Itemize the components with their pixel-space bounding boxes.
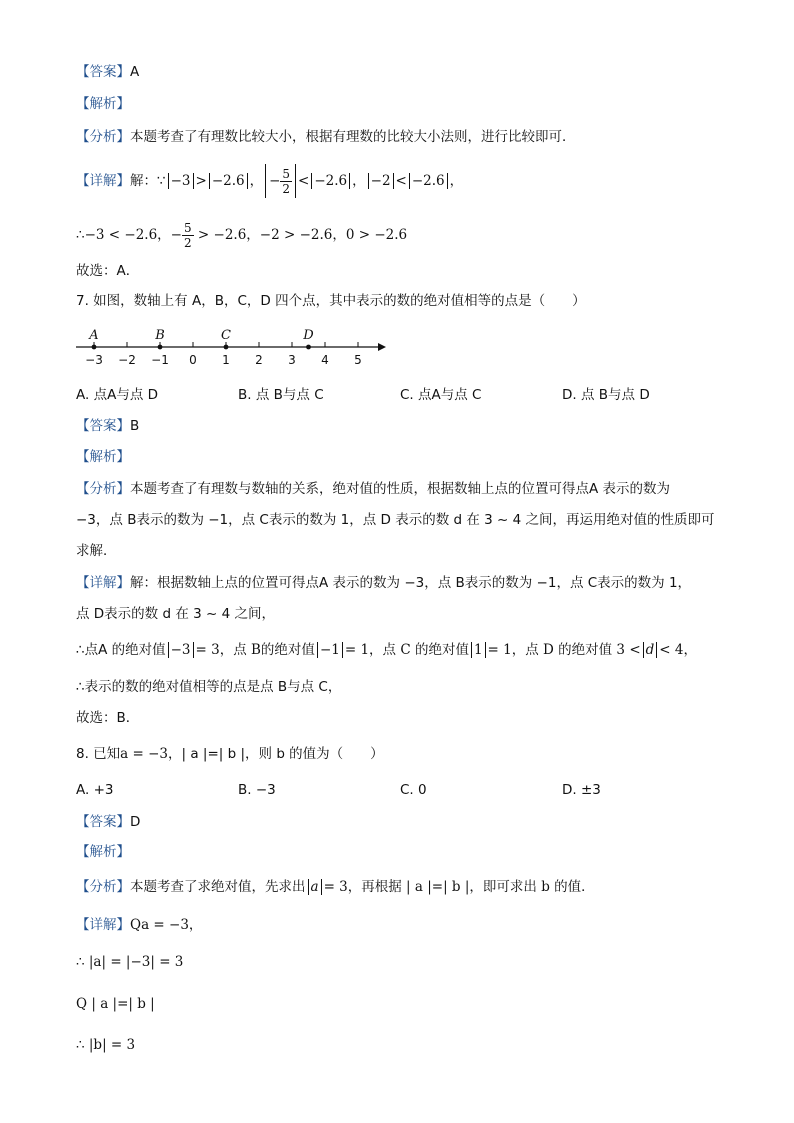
q8-stem-c: ，| a |=| b |，则 b 的值为（ ） (168, 746, 384, 762)
detail-label: 【详解】 (76, 173, 130, 189)
number-line-point-c (224, 345, 229, 350)
q7-detail-line-1 (76, 574, 691, 592)
q7-fenxi-l2: −3，点 B表示的数为 −1，点 C表示的数为 1，点 D 表示的数 d 在 3 ~ 4 之间，再运用绝对值的性质即可 (76, 512, 715, 528)
analysis-label: 【解析】 (76, 96, 130, 112)
q7-number-line (70, 322, 390, 372)
q6-abs-2: −2.6 (209, 173, 248, 189)
number-line-point-a (92, 345, 97, 350)
q7-stem: 7. 如图，数轴上有 A，B，C，D 四个点，其中表示的数的绝对值相等的点是（ ） (76, 293, 586, 309)
answer-label: 【答案】 (76, 418, 130, 434)
q6-frac-num: 5 (282, 166, 291, 181)
number-line-tick-label: 0 (189, 353, 197, 367)
number-line-points (88, 328, 314, 349)
q8-because-symbol: Q (130, 917, 142, 933)
q7-option-b: B. 点 B与点 C (238, 387, 324, 403)
fenxi-label: 【分析】 (76, 129, 130, 145)
q6-analysis-heading (76, 95, 130, 113)
answer-label: 【答案】 (76, 814, 130, 830)
q7-answer-value: B (130, 418, 140, 434)
q6-fenxi-line (76, 128, 576, 146)
q7-detail-l3-g: = 1，点 D 的绝对值 3 < (487, 642, 641, 658)
q8-stem-a: 8. 已知 (76, 746, 121, 762)
q7-fenxi-l1: 本题考查了有理数与数轴的关系，绝对值的性质，根据数轴上点的位置可得点A 表示的数为 (130, 481, 671, 497)
q6-gt: > (195, 173, 207, 189)
q8-fenxi-c: = 3，再根据 | a |=| b |，即可求出 b 的值． (323, 879, 595, 895)
q7-fenxi-l3: 求解． (76, 543, 117, 559)
q8-step-3: ∴ |b| = 3 (76, 1037, 136, 1053)
q8-detail-line (76, 916, 202, 934)
number-line-point-label: C (221, 328, 231, 343)
q6-detail-prefix: 解：∵ (130, 173, 166, 189)
q7-abs-neg3: −3 (168, 642, 194, 658)
q7-abs-1: 1 (471, 642, 486, 658)
q6-lt-1: < (298, 173, 310, 189)
q6-line2-frac-sign: − (170, 227, 182, 243)
number-line-tick-label: 4 (321, 353, 329, 367)
q6-answer-value: A (130, 64, 140, 80)
q6-choice: 故选：A． (76, 263, 140, 279)
q6-comma-3: ， (449, 173, 464, 189)
q7-analysis-heading (76, 448, 130, 466)
q7-detail-l3-i: < 4， (659, 642, 697, 658)
q8-stem-b: a = −3 (120, 746, 169, 762)
q7-option-c: C. 点A与点 C (400, 387, 482, 403)
number-line-arrow (378, 343, 386, 351)
q7-detail-l3-c: = 3，点 B的绝对值 (195, 642, 315, 658)
q6-line2-frac-den: 2 (183, 235, 192, 250)
number-line-tick-label: 1 (222, 353, 230, 367)
number-line-tick-label: −2 (118, 353, 136, 367)
q6-line2-b: > −2.6，−2 > −2.6，0 > −2.6 (193, 227, 408, 243)
q7-detail-l1: 解：根据数轴上点的位置可得点A 表示的数为 −3，点 B表示的数为 −1，点 C表示的数为 1， (130, 575, 692, 591)
q8-answer-line (76, 813, 140, 831)
q6-abs-frac (265, 164, 296, 198)
fenxi-label: 【分析】 (76, 481, 130, 497)
q6-answer-line (76, 63, 139, 81)
q7-fenxi-line-1 (76, 480, 670, 498)
number-line-tick-label: 5 (354, 353, 362, 367)
number-line-point-label: A (89, 328, 99, 343)
number-line-point-label: B (155, 328, 165, 343)
q8-detail-b: a = −3， (141, 917, 203, 933)
q6-abs-3: −2.6 (311, 173, 350, 189)
q7-abs-d: d (643, 642, 658, 658)
q8-option-a: A. +3 (76, 782, 114, 798)
q6-abs-1: −3 (168, 173, 194, 189)
q8-analysis-heading (76, 843, 130, 861)
q8-fenxi-a: 本题考查了求绝对值，先求出 (130, 879, 306, 895)
q7-option-a: A. 点A与点 D (76, 387, 159, 403)
q7-abs-neg1: −1 (317, 642, 343, 658)
q8-fenxi-abs-a: a (308, 879, 322, 895)
q8-option-b: B. −3 (238, 782, 276, 798)
q8-answer-value: D (130, 814, 141, 830)
q6-lt-2: < (395, 173, 407, 189)
analysis-label: 【解析】 (76, 449, 130, 465)
q8-option-c: C. 0 (400, 782, 427, 798)
q6-comma-2: ， (352, 173, 366, 189)
q8-option-d: D. ±3 (562, 782, 601, 798)
q7-detail-line-3 (76, 641, 697, 659)
q8-fenxi-line (76, 878, 595, 896)
fenxi-label: 【分析】 (76, 879, 130, 895)
analysis-label: 【解析】 (76, 844, 130, 860)
q6-conclusion-line (76, 218, 407, 252)
q8-step-1: ∴ |a| = |−3| = 3 (76, 954, 184, 970)
q6-abs-4: −2 (368, 173, 394, 189)
number-line-tick-label: 3 (288, 353, 296, 367)
q7-detail-l4: ∴表示的数的绝对值相等的点是点 B与点 C， (76, 679, 342, 695)
q6-line2-a: ∴−3 < −2.6， (76, 227, 171, 243)
number-line-point-b (158, 345, 163, 350)
number-line-tick-label: 2 (255, 353, 263, 367)
q6-fenxi-text: 本题考查了有理数比较大小，根据有理数的比较大小法则，进行比较即可． (130, 129, 576, 145)
q8-stem (76, 745, 384, 763)
answer-label: 【答案】 (76, 64, 130, 80)
q7-option-d: D. 点 B与点 D (562, 387, 650, 403)
number-line-point-d (306, 345, 311, 350)
number-line-point-label: D (303, 328, 314, 343)
q6-fraction (280, 167, 292, 196)
q6-line2-fraction (182, 221, 194, 250)
q6-frac-den: 2 (282, 181, 291, 196)
q8-step-2: Q | a |=| b | (76, 996, 155, 1012)
number-line-ticks (85, 342, 362, 367)
detail-label: 【详解】 (76, 917, 130, 933)
q6-abs-5: −2.6 (409, 173, 448, 189)
q7-detail-l3-a: ∴点A 的绝对值 (76, 642, 166, 658)
number-line-tick-label: −3 (85, 353, 103, 367)
number-line-tick-label: −1 (151, 353, 169, 367)
q7-detail-l2: 点 D表示的数 d 在 3 ~ 4 之间， (76, 606, 275, 622)
q6-detail-line (76, 164, 463, 198)
q6-line2-frac-num: 5 (183, 220, 192, 235)
q6-frac-sign: − (269, 173, 281, 189)
q7-choice: 故选：B． (76, 710, 140, 726)
q7-detail-l3-e: = 1，点 C 的绝对值 (344, 642, 469, 658)
q6-comma-1: ， (249, 173, 264, 189)
q7-answer-line (76, 417, 139, 435)
detail-label: 【详解】 (76, 575, 130, 591)
